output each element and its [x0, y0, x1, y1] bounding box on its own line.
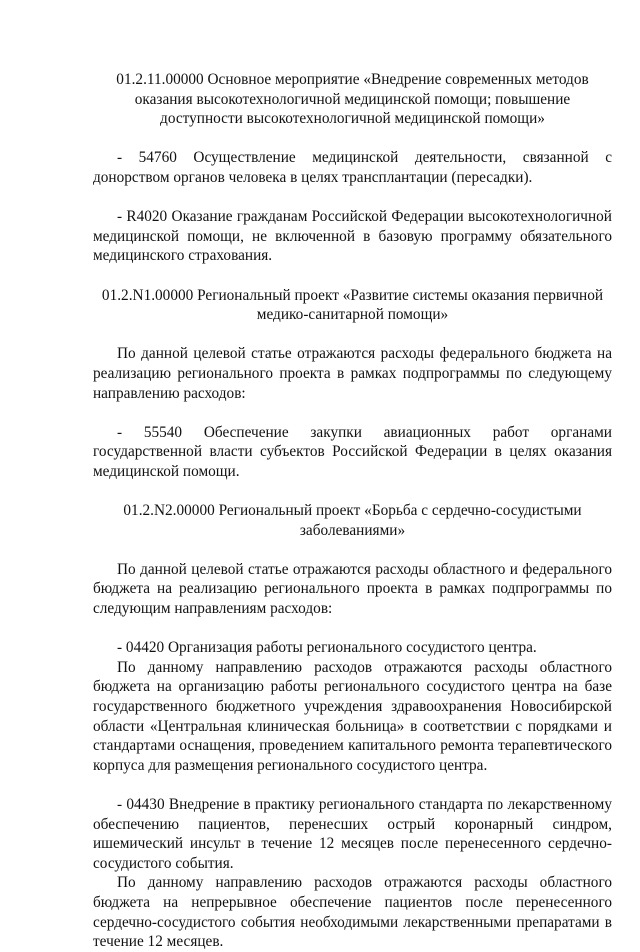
heading-project-n2: 01.2.N2.00000 Региональный проект «Борьба с сердечно-сосудистыми заболеваниями» [123, 502, 582, 539]
heading-project-n1: 01.2.N1.00000 Региональный проект «Развитие системы оказания первичной медико-санитарной помощи» [101, 286, 604, 324]
item-04420: - 04420 Организация работы регионального сосудистого центра. [117, 639, 537, 657]
item-04430: - 04430 Внедрение в практику регионального стандарта по лекарственному обеспечению пациентов, перенесших острый коронарный синдром, ишемический инсульт в течение 12 месяцев после перенесенного сердечно-сосудистого события. [93, 795, 612, 872]
item-54760: - 54760 Осуществление медицинской деятельности, связанной с донорством органов человека в целях трансплантации (пересадки). [93, 149, 612, 186]
paragraph-n2-description: По данной целевой статье отражаются расходы областного и федерального бюджета на реализацию регионального проекта в рамках подпрограммы по следующим направлениям расходов: [93, 560, 612, 618]
item-04430-description: По данному направлению расходов отражаются расходы областного бюджета на непрерывное обеспечение пациентов после перенесенного сердечно-сосудистого события необходимыми лекарственными препаратами в течение 12 месяцев. [93, 874, 612, 951]
item-r4020: - R4020 Оказание гражданам Российской Федерации высокотехнологичной медицинской помощи, не включенной в базовую программу обязательного медицинского страхования. [93, 208, 612, 265]
item-55540: - 55540 Обеспечение закупки авиационных работ органами государственной власти субъектов Российской Федерации в целях оказания медицинской помощи. [93, 423, 612, 480]
paragraph-n1-description: По данной целевой статье отражаются расходы федерального бюджета на реализацию регионального проекта в рамках подпрограммы по следующему направлению расходов: [93, 345, 612, 402]
heading-main-event-01-2-11: 01.2.11.00000 Основное мероприятие «Внедрение современных методов оказания высокотехнологичной медицинской помощи; повышение доступности высокотехнологичной медицинской помощи» [116, 71, 589, 128]
item-04420-description: По данному направлению расходов отражаются расходы областного бюджета на организацию работы регионального сосудистого центра на базе государственного бюджетного учреждения здравоохранения Новосибирской области «Центральная клиническая больница» в соответствии с порядками и стандартами оснащения, проведением капитального ремонта терапевтического корпуса для размещения регионального сосудистого центра. [93, 658, 612, 774]
